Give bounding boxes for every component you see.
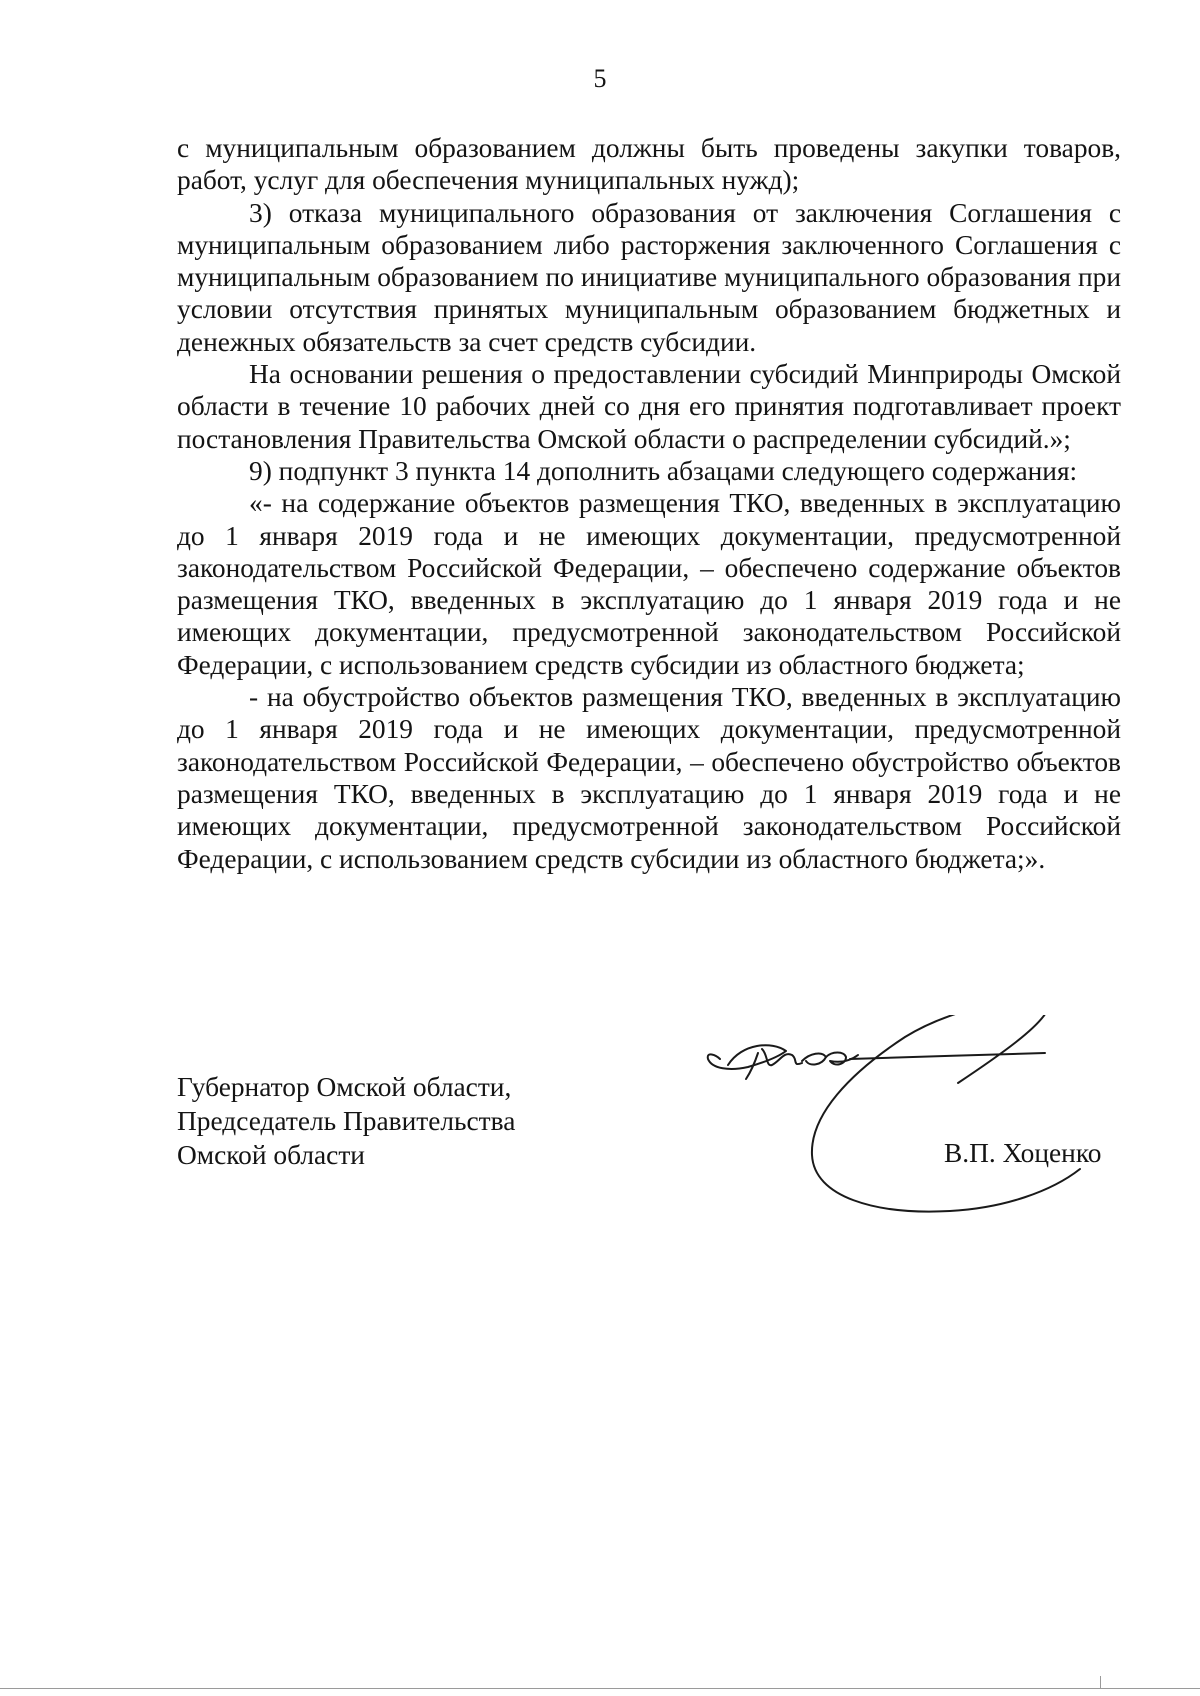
paragraph: 3) отказа муниципального образования от заключения Соглашения с муниципальным образованием либо расторжения заключенного Соглашения с муниципальным образованием по инициативе муниципального образования при условии отсутствия принятых муниципальным образованием бюджетных и денежных обязательств за счет средств субсидии. <box>177 197 1121 357</box>
page-corner-mark <box>1100 1676 1101 1688</box>
document-body <box>177 132 1121 875</box>
signature-block <box>177 1070 515 1172</box>
page-number: 5 <box>593 64 607 93</box>
paragraph: - на обустройство объектов размещения ТКО, введенных в эксплуатацию до 1 января 2019 года и не имеющих документации, предусмотренной законодательством Российской Федерации, – обеспечено обустройство объектов размещения ТКО, введенных в эксплуатацию до 1 января 2019 года и не имеющих документации, предусмотренной законодательством Российской Федерации, с использованием средств субсидии из областного бюджета;». <box>177 682 1121 874</box>
paragraph: На основании решения о предоставлении субсидий Минприроды Омской области в течение 10 рабочих дней со дня его принятия подготавливает проект постановления Правительства Омской области о распределении субсидий.»; <box>177 359 1121 454</box>
signer-title-line: Председатель Правительства <box>177 1106 516 1136</box>
handwritten-signature <box>700 1015 1100 1220</box>
signer-title-line: Омской области <box>177 1140 365 1170</box>
signer-name: В.П. Хоценко <box>944 1138 1102 1168</box>
page-bottom-rule <box>0 1688 1200 1689</box>
paragraph: «- на содержание объектов размещения ТКО, введенных в эксплуатацию до 1 января 2019 года и не имеющих документации, предусмотренной законодательством Российской Федерации, – обеспечено содержание объектов размещения ТКО, введенных в эксплуатацию до 1 января 2019 года и не имеющих документации, предусмотренной законодательством Российской Федерации, с использованием средств субсидии из областного бюджета; <box>177 488 1121 680</box>
paragraph: 9) подпункт 3 пункта 14 дополнить абзацами следующего содержания: <box>249 455 1078 486</box>
paragraph: с муниципальным образованием должны быть проведены закупки товаров, работ, услуг для обеспечения муниципальных нужд); <box>177 133 1121 196</box>
signer-title-line: Губернатор Омской области, <box>177 1072 512 1102</box>
